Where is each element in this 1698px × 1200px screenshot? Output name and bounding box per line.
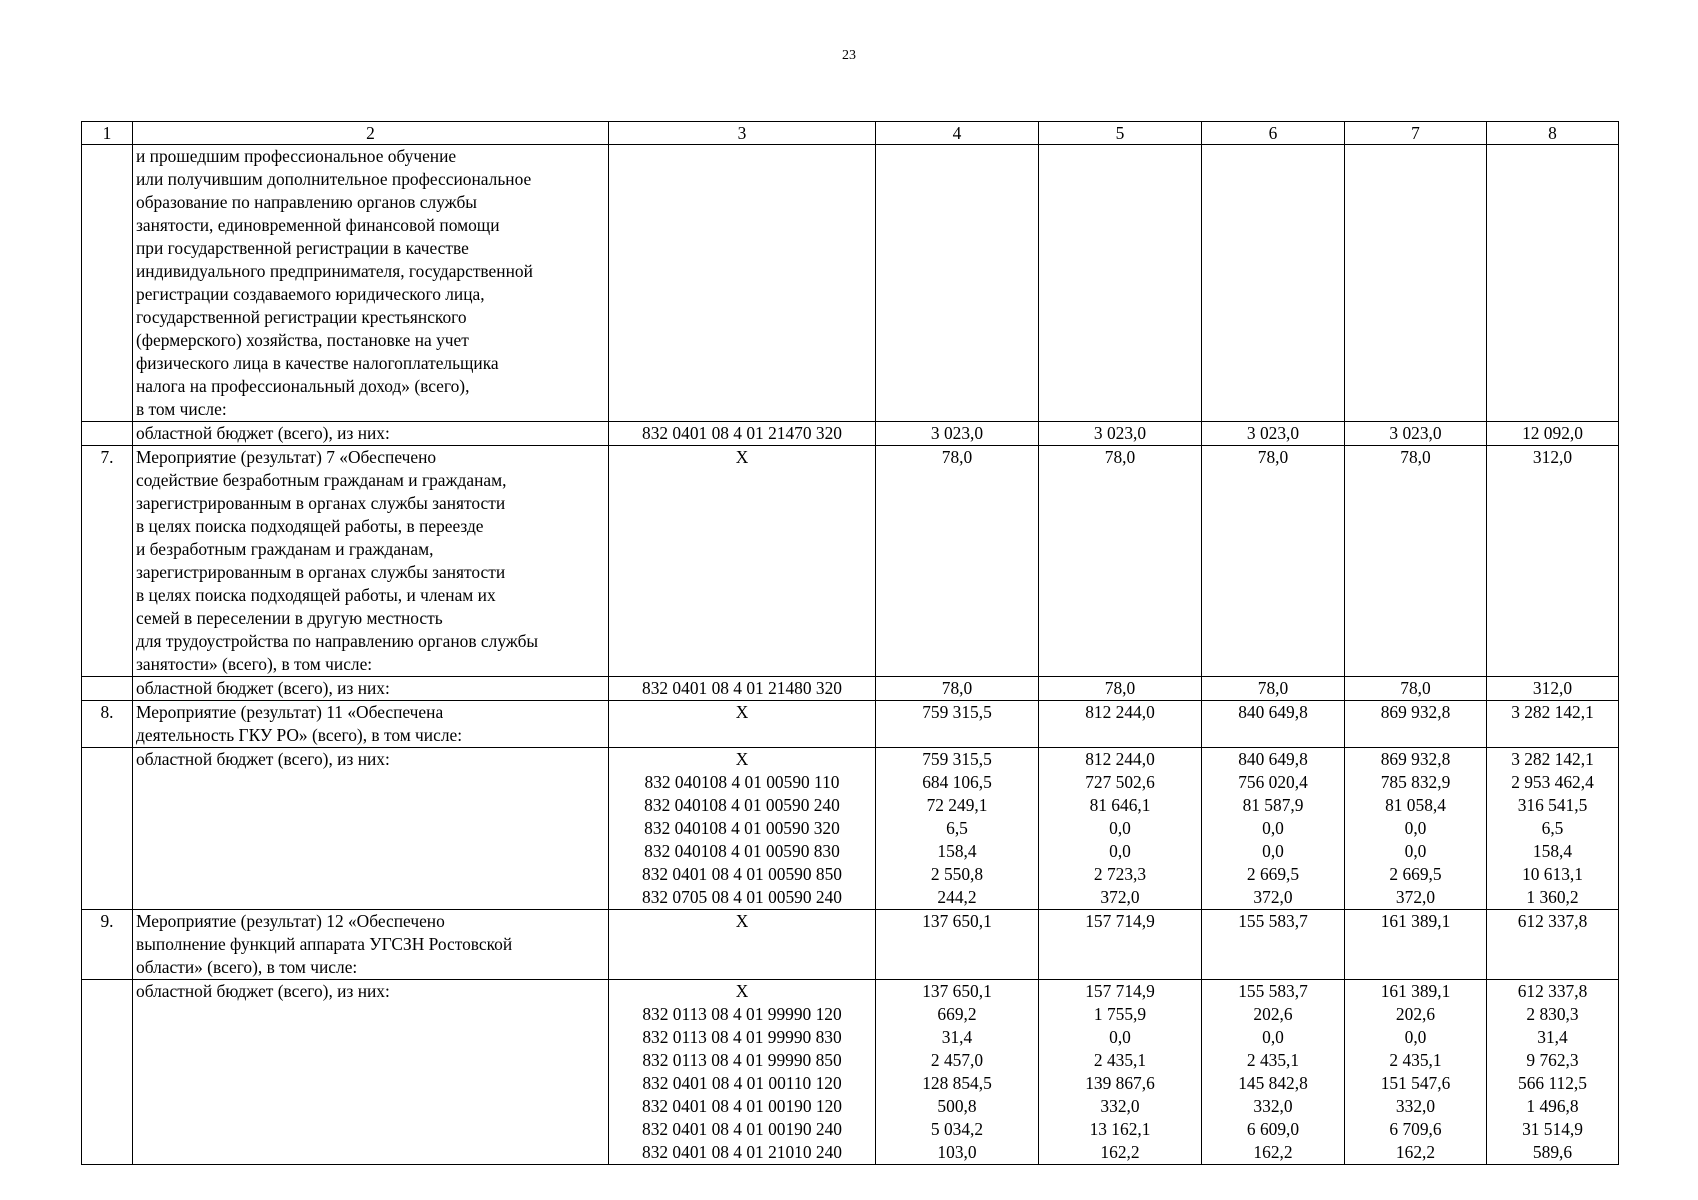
budget-code-cell: Х 832 0113 08 4 01 99990 120 832 0113 08 4 01 99990 830 832 0113 08 4 01 99990 850 832 0401 08 4 01 00110 120 832 0401 08 4 01 00190 120 832 0401 08 4 01 00190 240 832 0401 08 4 01 21010 240 <box>609 980 876 1165</box>
table-row <box>82 422 1619 446</box>
item-name-cell: Мероприятие (результат) 12 «Обеспечено выполнение функций аппарата УГСЗН Ростовской области» (всего), в том числе: <box>133 910 609 980</box>
value-col-8-cell: 612 337,8 <box>1487 910 1619 980</box>
value-col-4-cell: 759 315,5 <box>876 701 1039 748</box>
item-name-cell: областной бюджет (всего), из них: <box>133 422 609 446</box>
table-row <box>82 701 1619 748</box>
budget-table <box>81 121 1619 1165</box>
table-row <box>82 980 1619 1165</box>
value-col-4-cell <box>876 145 1039 422</box>
value-col-6-cell: 840 649,8 756 020,4 81 587,9 0,0 0,0 2 669,5 372,0 <box>1202 748 1345 910</box>
header-cell: 5 <box>1039 122 1202 145</box>
table-row <box>82 145 1619 422</box>
budget-code-cell <box>609 145 876 422</box>
value-col-8-cell: 312,0 <box>1487 446 1619 677</box>
row-number-cell <box>82 980 133 1165</box>
column-number-header-row <box>82 122 1619 145</box>
value-col-5-cell: 3 023,0 <box>1039 422 1202 446</box>
value-col-6-cell: 78,0 <box>1202 677 1345 701</box>
value-col-7-cell: 78,0 <box>1345 446 1487 677</box>
budget-code-cell: 832 0401 08 4 01 21470 320 <box>609 422 876 446</box>
budget-code-cell: Х <box>609 701 876 748</box>
budget-code-cell: Х 832 040108 4 01 00590 110 832 040108 4 01 00590 240 832 040108 4 01 00590 320 832 040108 4 01 00590 830 832 0401 08 4 01 00590 850 832 0705 08 4 01 00590 240 <box>609 748 876 910</box>
row-number-cell <box>82 422 133 446</box>
value-col-4-cell: 3 023,0 <box>876 422 1039 446</box>
value-col-6-cell: 155 583,7 <box>1202 910 1345 980</box>
table-row <box>82 677 1619 701</box>
value-col-4-cell: 137 650,1 <box>876 910 1039 980</box>
header-cell: 7 <box>1345 122 1487 145</box>
value-col-6-cell <box>1202 145 1345 422</box>
row-number-cell <box>82 677 133 701</box>
value-col-7-cell: 161 389,1 202,6 0,0 2 435,1 151 547,6 332,0 6 709,6 162,2 <box>1345 980 1487 1165</box>
value-col-7-cell <box>1345 145 1487 422</box>
item-name-cell: Мероприятие (результат) 11 «Обеспечена деятельность ГКУ РО» (всего), в том числе: <box>133 701 609 748</box>
value-col-6-cell: 3 023,0 <box>1202 422 1345 446</box>
header-cell: 1 <box>82 122 133 145</box>
header-cell: 2 <box>133 122 609 145</box>
value-col-8-cell: 3 282 142,1 2 953 462,4 316 541,5 6,5 158,4 10 613,1 1 360,2 <box>1487 748 1619 910</box>
page-number: 23 <box>842 48 856 63</box>
budget-code-cell: Х <box>609 910 876 980</box>
table-row <box>82 446 1619 677</box>
value-col-6-cell: 840 649,8 <box>1202 701 1345 748</box>
table-row <box>82 748 1619 910</box>
item-name-cell: областной бюджет (всего), из них: <box>133 748 609 910</box>
budget-code-cell: 832 0401 08 4 01 21480 320 <box>609 677 876 701</box>
value-col-4-cell: 137 650,1 669,2 31,4 2 457,0 128 854,5 500,8 5 034,2 103,0 <box>876 980 1039 1165</box>
header-cell: 8 <box>1487 122 1619 145</box>
value-col-5-cell: 78,0 <box>1039 446 1202 677</box>
item-name-cell: областной бюджет (всего), из них: <box>133 980 609 1165</box>
value-col-6-cell: 155 583,7 202,6 0,0 2 435,1 145 842,8 332,0 6 609,0 162,2 <box>1202 980 1345 1165</box>
row-number-cell <box>82 145 133 422</box>
budget-code-cell: Х <box>609 446 876 677</box>
item-name-cell: областной бюджет (всего), из них: <box>133 677 609 701</box>
value-col-8-cell: 312,0 <box>1487 677 1619 701</box>
value-col-5-cell: 157 714,9 1 755,9 0,0 2 435,1 139 867,6 332,0 13 162,1 162,2 <box>1039 980 1202 1165</box>
value-col-8-cell: 3 282 142,1 <box>1487 701 1619 748</box>
table-row <box>82 910 1619 980</box>
header-cell: 4 <box>876 122 1039 145</box>
value-col-7-cell: 161 389,1 <box>1345 910 1487 980</box>
row-number-cell <box>82 748 133 910</box>
value-col-8-cell: 12 092,0 <box>1487 422 1619 446</box>
value-col-5-cell: 78,0 <box>1039 677 1202 701</box>
value-col-4-cell: 759 315,5 684 106,5 72 249,1 6,5 158,4 2 550,8 244,2 <box>876 748 1039 910</box>
value-col-4-cell: 78,0 <box>876 677 1039 701</box>
item-name-cell: и прошедшим профессиональное обучение или получившим дополнительное профессиональное образование по направлению органов службы занятости, единовременной финансовой помощи при государственной регистрации в качестве индивидуального предпринимателя, государственной регистрации создаваемого юридического лица, государственной регистрации крестьянского (фермерского) хозяйства, постановке на учет физического лица в качестве налогоплательщика налога на профессиональный доход» (всего), в том числе: <box>133 145 609 422</box>
value-col-7-cell: 869 932,8 785 832,9 81 058,4 0,0 0,0 2 669,5 372,0 <box>1345 748 1487 910</box>
row-number-cell: 8. <box>82 701 133 748</box>
value-col-5-cell <box>1039 145 1202 422</box>
header-cell: 6 <box>1202 122 1345 145</box>
value-col-5-cell: 812 244,0 <box>1039 701 1202 748</box>
item-name-cell: Мероприятие (результат) 7 «Обеспечено содействие безработным гражданам и гражданам, зарегистрированным в органах службы занятости в целях поиска подходящей работы, в переезде и безработным гражданам и гражданам, зарегистрированным в органах службы занятости в целях поиска подходящей работы, и членам их семей в переселении в другую местность для трудоустройства по направлению органов службы занятости» (всего), в том числе: <box>133 446 609 677</box>
value-col-8-cell: 612 337,8 2 830,3 31,4 9 762,3 566 112,5 1 496,8 31 514,9 589,6 <box>1487 980 1619 1165</box>
header-cell: 3 <box>609 122 876 145</box>
row-number-cell: 9. <box>82 910 133 980</box>
value-col-6-cell: 78,0 <box>1202 446 1345 677</box>
value-col-5-cell: 812 244,0 727 502,6 81 646,1 0,0 0,0 2 723,3 372,0 <box>1039 748 1202 910</box>
value-col-7-cell: 78,0 <box>1345 677 1487 701</box>
value-col-7-cell: 3 023,0 <box>1345 422 1487 446</box>
value-col-7-cell: 869 932,8 <box>1345 701 1487 748</box>
row-number-cell: 7. <box>82 446 133 677</box>
value-col-5-cell: 157 714,9 <box>1039 910 1202 980</box>
value-col-8-cell <box>1487 145 1619 422</box>
value-col-4-cell: 78,0 <box>876 446 1039 677</box>
